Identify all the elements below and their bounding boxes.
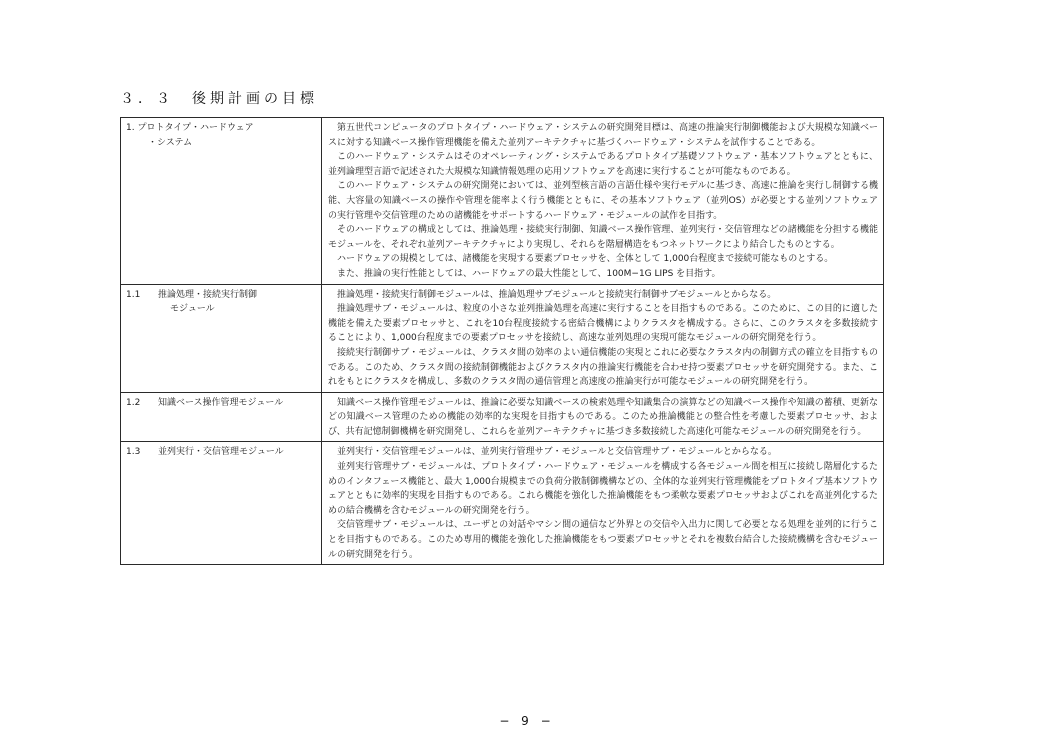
row-label-line [126,288,316,303]
row-label-cell [121,118,322,285]
row-label: 知識ベース操作管理モジュール [158,397,284,408]
paragraph: 並列実行管理サブ・モジュールは、プロトタイプ・ハードウェア・モジュールを構成する各モジュール間を相互に接続し階層化するためのインタフェース機能と、最大 1,000台規模までの負荷分散制御機構などの、全体的な並列実行管理機能をプロトタイプ基本ソフトウェアとともに効率的実現を目指すものである。これら機能を強化した推論機能をもつ柔軟な要素プロセッサおよびこれを高並列化するための結合機構を含むモジュールの研究開発を行う。 [328,462,878,516]
row-label-line [126,445,316,460]
row-label: 推論処理・接続実行制御 [158,289,258,300]
section-heading: ３．３ 後期計画の目標 [120,91,318,107]
paragraph: また、推論の実行性能としては、ハードウェアの最大性能として、100M−1G LIPS を目指す。 [337,268,721,279]
paragraph: 推論処理・接続実行制御モジュールは、推論処理サブモジュールと接続実行制御サブモジュールとからなる。 [337,289,777,300]
row-number: 1.3 [126,447,141,458]
paragraph: 交信管理サブ・モジュールは、ユーザとの対話やマシン間の通信など外界との交信や入出力に関して必要となる処理を並列的に行うことを目指すものである。このため専用的機能を強化した推論機能をもつ要素プロセッサとそれを複数台結合した接続機構を含むモジュールの研究開発を行う。 [328,520,878,560]
table-row [121,392,884,442]
paragraph: 第五世代コンピュータのプロトタイプ・ハードウェア・システムの研究開発目標は、高速の推論実行制御機能および大規模な知識ベースに対する知識ベース操作管理機能を備えた並列アーキテクチャに基づくハードウェア・システムを試作することである。 [328,123,878,148]
row-description-cell [322,284,884,392]
row-description-cell [322,392,884,442]
row-description-cell [322,118,884,285]
table-row [121,442,884,565]
row-label: 並列実行・交信管理モジュール [158,447,284,458]
paragraph: 推論処理サブ・モジュールは、粒度の小さな並列推論処理を高速に実行することを目指すものである。このために、この目的に適した機能を備えた要素プロセッサと、これを10台程度接続する密結合機構によりクラスタを構成する。さらに、このクラスタを多数接続することにより、1,000台程度までの要素プロセッサを接続し、高速な並列処理の実現可能なモジュールの研究開発を行う。 [328,304,878,344]
row-label-cell [121,442,322,565]
row-label-continuation: モジュール [170,304,215,315]
goals-table [120,117,884,565]
row-label: 1. プロトタイプ・ハードウェア [126,123,254,133]
paragraph: そのハードウェアの構成としては、推論処理・接続実行制御、知識ベース操作管理、並列実行・交信管理などの諸機能を分担する機能モジュールを、それぞれ並列アーキテクチャにより実現し、それらを階層構造をもつネットワークにより結合したものとする。 [328,225,878,250]
paragraph: ハードウェアの規模としては、諸機能を実現する要素プロセッサを、全体として 1,000台程度まで接続可能なものとする。 [337,254,834,265]
paragraph: 知識ベース操作管理モジュールは、推論に必要な知識ベースの検索処理や知識集合の演算などの知識ベース操作や知識の蓄積、更新などの知識ベース管理のための機能の効率的な実現を目指すものである。このため推論機能との整合性を考慮した要素プロセッサ、および、共有記憶制御機構を研究開発し、これらを並列アーキテクチャに基づき多数接続した高速化可能なモジュールの研究開発を行う。 [328,397,878,437]
row-number: 1.2 [126,397,141,408]
paragraph: このハードウェア・システムの研究開発においては、並列型核言語の言語仕様や実行モデルに基づき、高速に推論を実行し制御する機能、大容量の知識ベースの操作や管理を能率よく行う機能とともに、その基本ソフトウェア（並列OS）が必要とする並列ソフトウェアの実行管理や交信管理のための諸機能をサポートするハードウェア・モジュールの試作を目指す。 [328,181,878,221]
row-number: 1.1 [126,289,141,300]
row-label-line [126,396,316,411]
row-label-cell [121,284,322,392]
paragraph: このハードウェア・システムはそのオペレーティング・システムであるプロトタイプ基礎ソフトウェア・基本ソフトウェアとともに、並列論理型言語で記述された大規模な知識情報処理の応用ソフトウェアを高速に実行することが可能なものである。 [328,152,878,177]
row-description-cell [322,442,884,565]
table-row [121,118,884,285]
paragraph: 接続実行制御サブ・モジュールは、クラスタ間の効率のよい通信機能の実現とこれに必要なクラスタ内の制御方式の確立を目指すものである。このため、クラスタ間の接続制御機能およびクラスタ内の推論実行機能を合わせ持つ要素プロセッサを研究開発する。また、これをもとにクラスタを構成し、多数のクラスタ間の通信管理と高速度の推論実行が可能なモジュールの研究開発を行う。 [328,347,878,388]
row-label-cell [121,392,322,442]
table-row [121,284,884,392]
row-label-continuation: ・システム [148,137,193,148]
paragraph: 並列実行・交信管理モジュールは、並列実行管理サブ・モジュールと交信管理サブ・モジュールとからなる。 [337,447,777,458]
page-number: − 9 − [499,714,555,728]
